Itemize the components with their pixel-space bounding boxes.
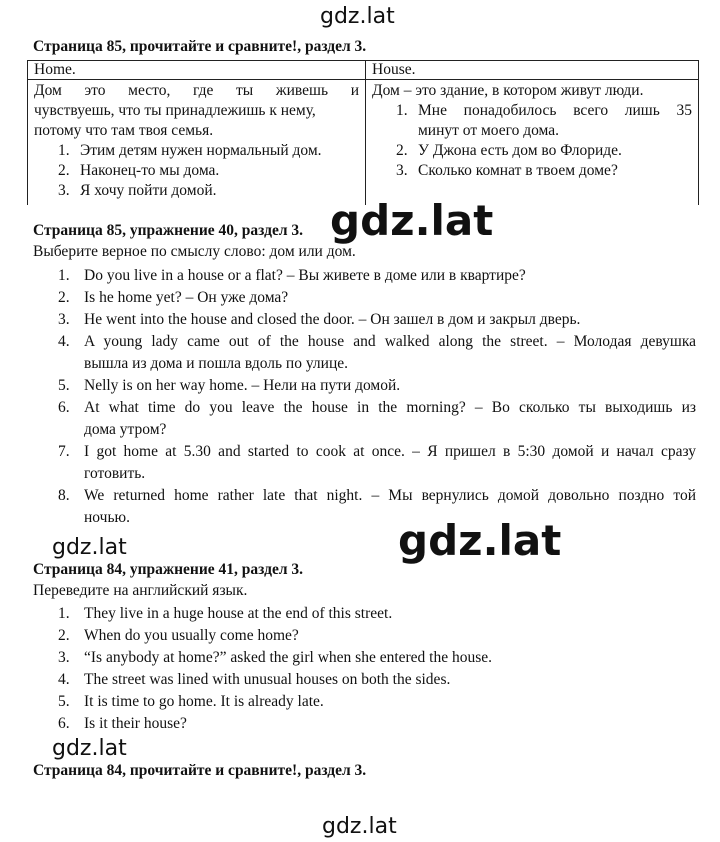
house-examples [372, 101, 692, 181]
list-item: 2. Is he home yet? – Он уже дома? [58, 289, 289, 306]
list-item: 8. We returned home rather late that night. – Мы вернулись домой довольно поздно той ночью. [58, 487, 696, 526]
list-item: 4. A young lady came out of the house and walked along the street. – Молодая девушка вышла из дома и пошла вдоль по улице. [58, 333, 696, 372]
list-item: 7. I got home at 5.30 and started to cook at once. – Я пришел в 5:30 домой и начал сразу готовить. [58, 443, 696, 482]
list-item: 3. “Is anybody at home?” asked the girl when she entered the house. [58, 649, 493, 666]
list-item: 5. Nelly is on her way home. – Нели на пути домой. [58, 377, 401, 394]
table-cell-home [28, 80, 366, 206]
house-definition: Дом – это здание, в котором живут люди. [372, 82, 644, 99]
section-heading-1: Страница 85, прочитайте и сравните!, раздел 3. [33, 38, 367, 55]
comparison-table [27, 60, 699, 205]
watermark: gdz.lat [330, 196, 494, 245]
watermark: gdz.lat [52, 535, 127, 560]
exercise-40-list [0, 265, 696, 529]
list-item: 1. Do you live in a house or a flat? – Вы живете в доме или в квартире? [58, 267, 526, 284]
watermark: gdz.lat [52, 736, 127, 761]
exercise-instruction: Переведите на английский язык. [33, 582, 248, 599]
list-item: 2. У Джона есть дом во Флориде. [396, 142, 622, 159]
list-item: 4. The street was lined with unusual houses on both the sides. [58, 671, 451, 688]
list-item: 3. He went into the house and closed the door. – Он зашел в дом и закрыл дверь. [58, 311, 581, 328]
exercise-instruction: Выберите верное по смыслу слово: дом или дом. [33, 243, 356, 260]
list-item: 2. When do you usually come home? [58, 627, 299, 644]
watermark: gdz.lat [320, 4, 395, 29]
list-item: 5. It is time to go home. It is already late. [58, 693, 324, 710]
section-heading-4: Страница 84, прочитайте и сравните!, раздел 3. [33, 762, 367, 779]
table-header-home: Home. [28, 61, 366, 80]
table-cell-house [366, 80, 699, 206]
table-header-house: House. [366, 61, 699, 80]
list-item: 6. At what time do you leave the house in the morning? – Во сколько ты выходишь из дома утром? [58, 399, 696, 438]
watermark: gdz.lat [398, 516, 562, 565]
home-definition-line: чувствуешь, что ты принадлежишь к нему, [34, 102, 316, 119]
watermark: gdz.lat [322, 814, 397, 839]
home-definition-line: потому что там твоя семья. [34, 122, 214, 139]
list-item: 6. Is it their house? [58, 715, 187, 732]
home-definition-line: Дом это место, где ты живешь и [34, 82, 359, 99]
list-item: 3. Сколько комнат в твоем доме? [396, 162, 618, 179]
section-heading-3: Страница 84, упражнение 41, раздел 3. [33, 561, 304, 578]
list-item: 1. Этим детям нужен нормальный дом. [58, 142, 322, 159]
section-heading-2: Страница 85, упражнение 40, раздел 3. [33, 222, 304, 239]
list-item: 3. Я хочу пойти домой. [58, 182, 217, 199]
exercise-41-list [0, 603, 696, 735]
home-examples [34, 141, 359, 201]
list-item: 1. They live in a huge house at the end of this street. [58, 605, 393, 622]
list-item: 1. Мне понадобилось всего лишь 35 минут от моего дома. [396, 102, 692, 139]
list-item: 2. Наконец-то мы дома. [58, 162, 220, 179]
